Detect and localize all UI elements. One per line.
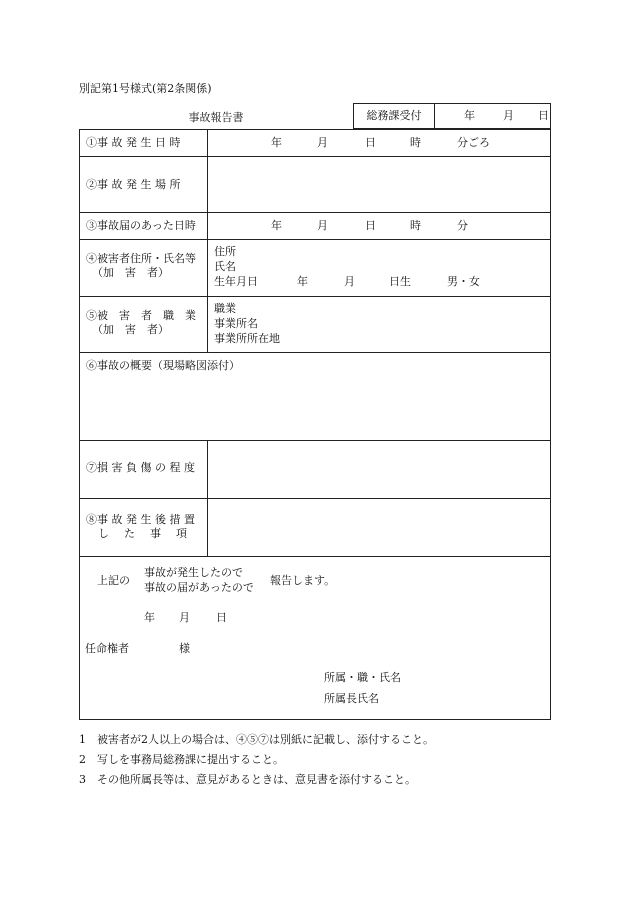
note-3: 3 その他所属長等は、意見があるときは、意見書を添付すること。 <box>79 773 416 786</box>
closing-suffix: 報告します。 <box>270 574 336 587</box>
r4-day: 日生 <box>389 275 411 288</box>
row-measures-value[interactable] <box>208 499 550 556</box>
reception-year: 年 <box>464 109 475 122</box>
closing-sender1: 所属・職・氏名 <box>324 671 401 684</box>
r1-year: 年 <box>271 136 282 149</box>
row-summary-value[interactable] <box>80 374 550 440</box>
reception-date[interactable] <box>436 104 548 128</box>
note-1: 1 被害者が2人以上の場合は、④⑤⑦は別紙に記載し、添付すること。 <box>79 733 434 746</box>
note-2: 2 写しを事務局総務課に提出すること。 <box>79 753 284 766</box>
closing-year: 年 <box>144 611 155 624</box>
row-summary-label: ⑥事故の概要（現場略図添付） <box>86 359 240 372</box>
r8-label-line1: ⑧事 故 発 生 後 措 置 <box>86 513 195 526</box>
closing-addressee: 任命権者 <box>85 642 129 655</box>
r8-label-line2: し た 事 項 <box>98 527 189 540</box>
report-table <box>79 129 551 720</box>
r4-month: 月 <box>344 275 355 288</box>
r1-minute: 分ごろ <box>457 136 490 149</box>
reception-day: 日 <box>538 109 549 122</box>
row-occupation-label <box>86 309 196 337</box>
form-title: 別記第1号様式(第2条関係) <box>79 82 212 95</box>
r3-month: 月 <box>317 219 328 232</box>
r5-office-name: 事業所名 <box>214 317 258 330</box>
row-accident-place-label: ②事 故 発 生 場 所 <box>86 178 181 191</box>
closing-option1[interactable]: 事故が発生したので <box>144 566 243 579</box>
closing-day: 日 <box>216 611 227 624</box>
r1-hour: 時 <box>410 136 421 149</box>
closing-honorific: 様 <box>179 642 190 655</box>
row-injury-label: ⑦損 害 負 傷 の 程 度 <box>86 461 195 474</box>
r5-label-line2: （加 害 者） <box>92 323 169 336</box>
reception-label: 総務課受付 <box>354 104 435 128</box>
r5-label-line1: ⑤被 害 者 職 業 <box>86 309 196 322</box>
r3-minute: 分 <box>457 219 468 232</box>
r1-month: 月 <box>317 136 328 149</box>
row-accident-place-value[interactable] <box>208 157 550 212</box>
r4-gender: 男・女 <box>447 275 480 288</box>
r3-year: 年 <box>271 219 282 232</box>
reception-box <box>353 103 551 129</box>
row-measures-label <box>86 513 195 541</box>
r3-day: 日 <box>365 219 376 232</box>
notes <box>79 730 434 790</box>
r4-name: 氏名 <box>214 260 236 273</box>
row-report-datetime-label: ③事故届のあった日時 <box>86 219 196 232</box>
r4-year: 年 <box>297 275 308 288</box>
closing-prefix: 上記の <box>97 574 130 587</box>
r1-day: 日 <box>365 136 376 149</box>
row-accident-datetime-label: ①事 故 発 生 日 時 <box>86 136 181 149</box>
r3-hour: 時 <box>410 219 421 232</box>
title-row <box>79 103 551 129</box>
r5-occupation: 職業 <box>214 302 236 315</box>
row-injury-value[interactable] <box>208 441 550 498</box>
row-victim-label <box>86 252 196 280</box>
closing-sender2: 所属長氏名 <box>324 692 379 705</box>
report-title: 事故報告書 <box>188 111 244 124</box>
r4-label-line2: （加 害 者） <box>92 266 169 279</box>
r4-address: 住所 <box>214 245 236 258</box>
reception-month: 月 <box>503 109 514 122</box>
closing-month: 月 <box>179 611 190 624</box>
r5-office-address: 事業所所在地 <box>214 332 280 345</box>
r4-label-line1: ④被害者住所・氏名等 <box>86 252 196 265</box>
r4-birth: 生年月日 <box>214 275 258 288</box>
closing-option2[interactable]: 事故の届があったので <box>144 581 254 594</box>
